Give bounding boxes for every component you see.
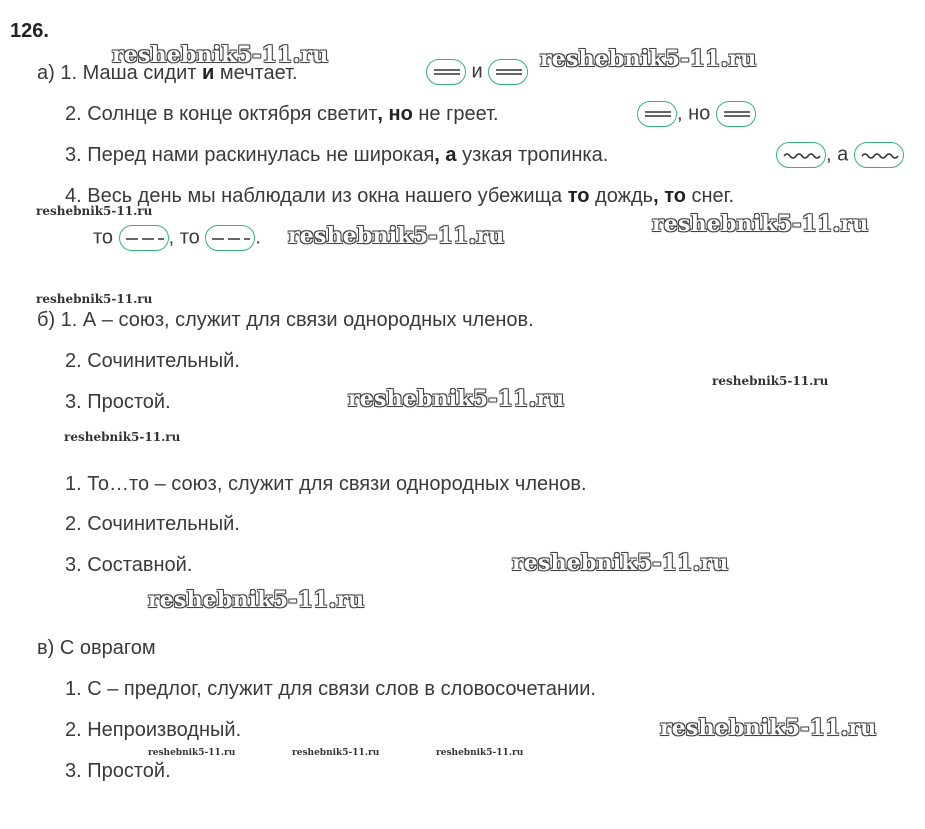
wavy-line-icon bbox=[854, 142, 904, 168]
watermark: reshebnik5-11.ru bbox=[512, 550, 729, 576]
wavy-line-icon bbox=[776, 142, 826, 168]
watermark: reshebnik5-11.ru bbox=[148, 587, 365, 613]
a-scheme-2: , но bbox=[637, 101, 756, 127]
a-scheme-1: и bbox=[426, 59, 528, 85]
v-line-1: в) С оврагом bbox=[37, 637, 156, 659]
a-line-1: а) 1. Маша сидит и мечтает. bbox=[37, 62, 298, 84]
predicate-double-line-icon bbox=[488, 59, 528, 85]
a-scheme-3: , а bbox=[776, 142, 904, 168]
b-line-4: 1. То…то – союз, служит для связи однородных членов. bbox=[65, 473, 587, 495]
watermark: reshebnik5-11.ru bbox=[292, 748, 380, 758]
b-line-2: 2. Сочинительный. bbox=[65, 350, 240, 372]
a-line-4: 4. Весь день мы наблюдали из окна нашего убежища то дождь, то снег. bbox=[65, 185, 735, 207]
a-line-3: 3. Перед нами раскинулась не широкая, а узкая тропинка. bbox=[65, 144, 609, 166]
watermark: reshebnik5-11.ru bbox=[660, 715, 877, 741]
b-line-5: 2. Сочинительный. bbox=[65, 513, 240, 535]
watermark: reshebnik5-11.ru bbox=[540, 46, 757, 72]
b-line-6: 3. Составной. bbox=[65, 554, 193, 576]
watermark: reshebnik5-11.ru bbox=[712, 374, 829, 388]
watermark: reshebnik5-11.ru bbox=[652, 211, 869, 237]
dash-dot-line-icon bbox=[205, 225, 255, 251]
b-line-1: б) 1. А – союз, служит для связи однородных членов. bbox=[37, 309, 534, 331]
v-line-3: 2. Непроизводный. bbox=[65, 719, 242, 741]
dash-dot-line-icon bbox=[119, 225, 169, 251]
watermark: reshebnik5-11.ru bbox=[148, 748, 236, 758]
a-line-2: 2. Солнце в конце октября светит, но не греет. bbox=[65, 103, 499, 125]
watermark: reshebnik5-11.ru bbox=[64, 430, 181, 444]
v-line-2: 1. С – предлог, служит для связи слов в словосочетании. bbox=[65, 678, 596, 700]
v-line-4: 3. Простой. bbox=[65, 760, 171, 782]
watermark: reshebnik5-11.ru bbox=[36, 292, 153, 306]
a-scheme-4: то , то . bbox=[93, 225, 261, 251]
predicate-double-line-icon bbox=[426, 59, 466, 85]
predicate-double-line-icon bbox=[637, 101, 677, 127]
watermark: reshebnik5-11.ru bbox=[112, 42, 329, 68]
task-number: 126. bbox=[10, 20, 49, 42]
predicate-double-line-icon bbox=[716, 101, 756, 127]
b-line-3: 3. Простой. bbox=[65, 391, 171, 413]
watermark: reshebnik5-11.ru bbox=[436, 748, 524, 758]
watermark: reshebnik5-11.ru bbox=[36, 204, 153, 218]
watermark: reshebnik5-11.ru bbox=[348, 386, 565, 412]
watermark: reshebnik5-11.ru bbox=[288, 223, 505, 249]
